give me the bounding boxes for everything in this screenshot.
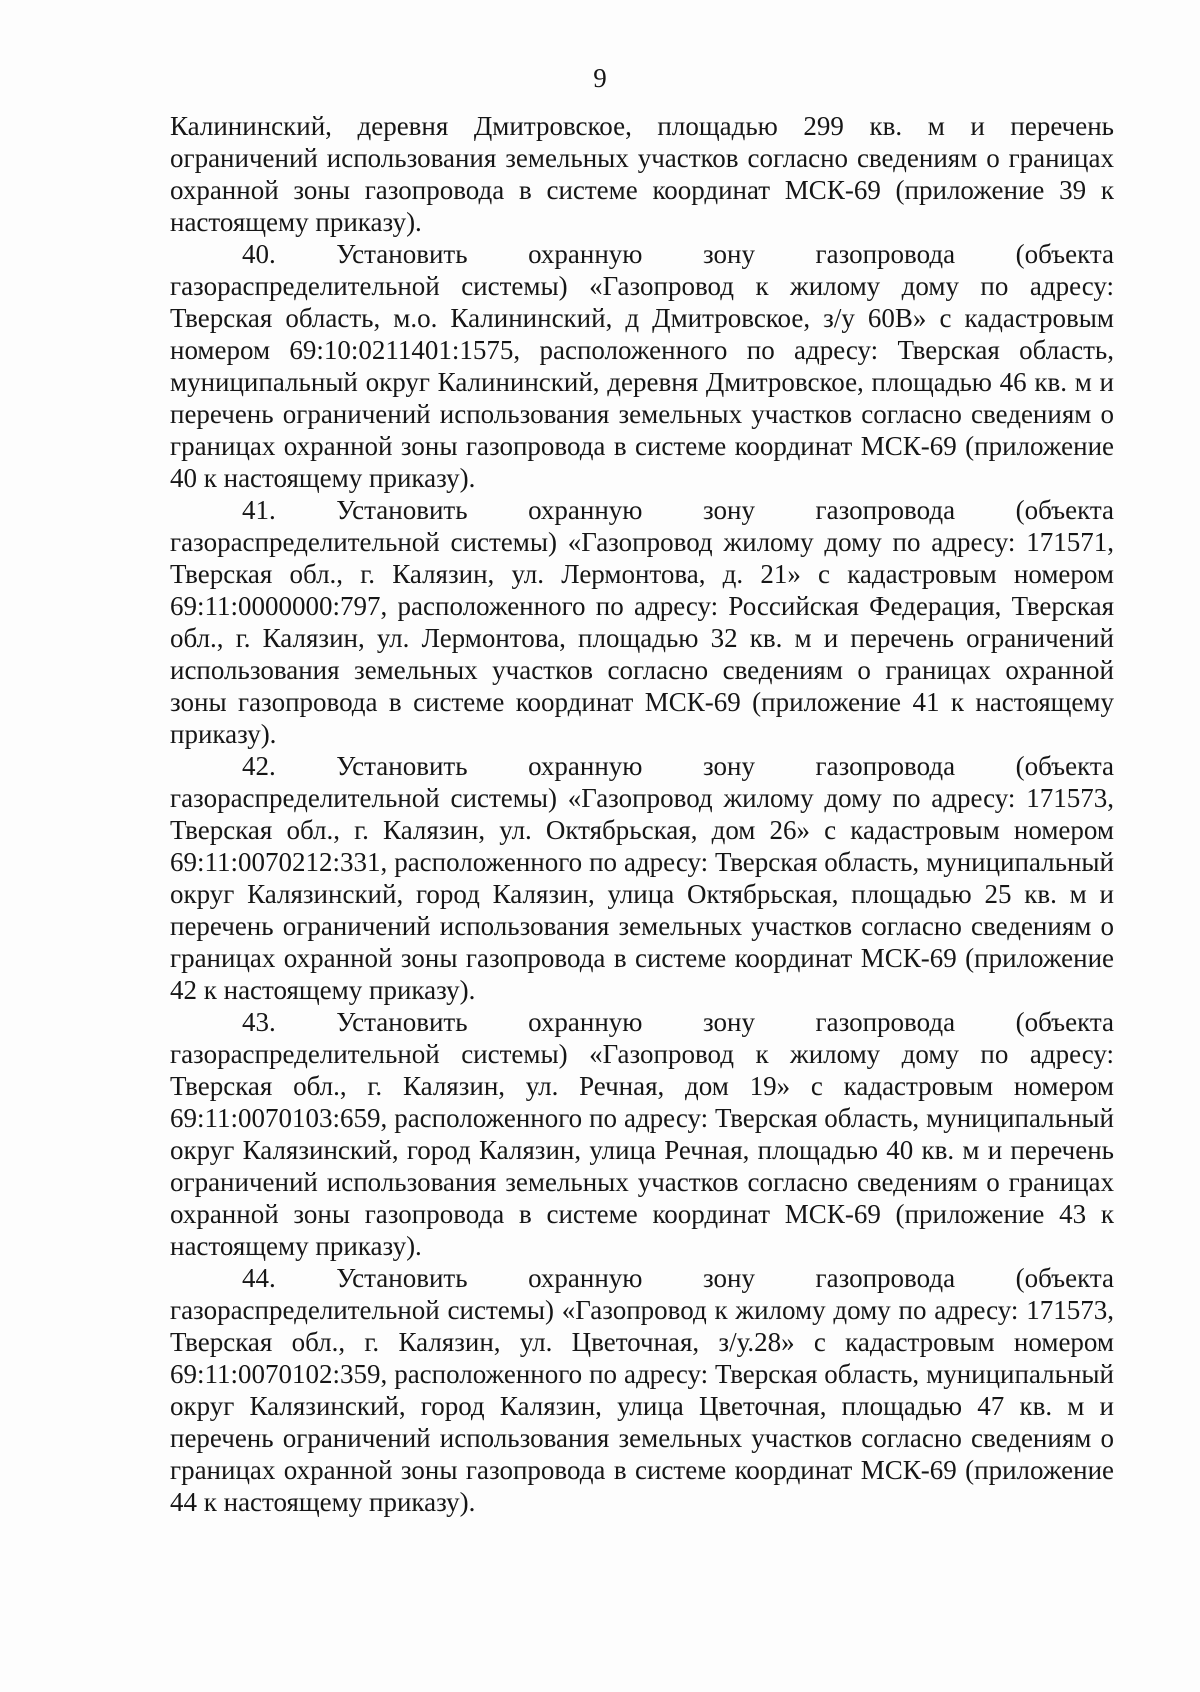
paragraph-item-40: 40. Установить охранную зону газопровода (объекта газораспределительной системы) «Газопровод к жилому дому по адресу: Тверская область, м.о. Калининский, д Дмитровское, з/у 60В» с кадастровым номером 69:10:0211401:1575, расположенного по адресу: Тверская область, муниципальный округ Калининский, деревня Дмитровское, площадью 46 кв. м и перечень ограничений использования земельных участков согласно сведениям о границах охранной зоны газопровода в системе координат МСК-69 (приложение 40 к настоящему приказу). — [170, 239, 1114, 493]
paragraph-item-41: 41. Установить охранную зону газопровода (объекта газораспределительной системы) «Газопровод жилому дому по адресу: 171571, Тверская обл., г. Калязин, ул. Лермонтова, д. 21» с кадастровым номером 69:11:0000000:797, расположенного по адресу: Российская Федерация, Тверская обл., г. Калязин, ул. Лермонтова, площадью 32 кв. м и перечень ограничений использования земельных участков согласно сведениям о границах охранной зоны газопровода в системе координат МСК-69 (приложение 41 к настоящему приказу). — [170, 495, 1114, 749]
paragraph-item-44: 44. Установить охранную зону газопровода (объекта газораспределительной системы) «Газопровод к жилому дому по адресу: 171573, Тверская обл., г. Калязин, ул. Цветочная, з/у.28» с кадастровым номером 69:11:0070102:359, расположенного по адресу: Тверская область, муниципальный округ Калязинский, город Калязин, улица Цветочная, площадью 47 кв. м и перечень ограничений использования земельных участков согласно сведениям о границах охранной зоны газопровода в системе координат МСК-69 (приложение 44 к настоящему приказу). — [170, 1263, 1114, 1517]
document-body — [170, 110, 1114, 1518]
paragraph-item-42: 42. Установить охранную зону газопровода (объекта газораспределительной системы) «Газопровод жилому дому по адресу: 171573, Тверская обл., г. Калязин, ул. Октябрьская, дом 26» с кадастровым номером 69:11:0070212:331, расположенного по адресу: Тверская область, муниципальный округ Калязинский, город Калязин, улица Октябрьская, площадью 25 кв. м и перечень ограничений использования земельных участков согласно сведениям о границах охранной зоны газопровода в системе координат МСК-69 (приложение 42 к настоящему приказу). — [170, 751, 1114, 1005]
page-number: 9 — [593, 63, 607, 93]
paragraph-item-43: 43. Установить охранную зону газопровода (объекта газораспределительной системы) «Газопровод к жилому дому по адресу: Тверская обл., г. Калязин, ул. Речная, дом 19» с кадастровым номером 69:11:0070103:659, расположенного по адресу: Тверская область, муниципальный округ Калязинский, город Калязин, улица Речная, площадью 40 кв. м и перечень ограничений использования земельных участков согласно сведениям о границах охранной зоны газопровода в системе координат МСК-69 (приложение 43 к настоящему приказу). — [170, 1007, 1114, 1261]
paragraph-continuation: Калининский, деревня Дмитровское, площадью 299 кв. м и перечень ограничений использования земельных участков согласно сведениям о границах охранной зоны газопровода в системе координат МСК-69 (приложение 39 к настоящему приказу). — [170, 111, 1114, 237]
